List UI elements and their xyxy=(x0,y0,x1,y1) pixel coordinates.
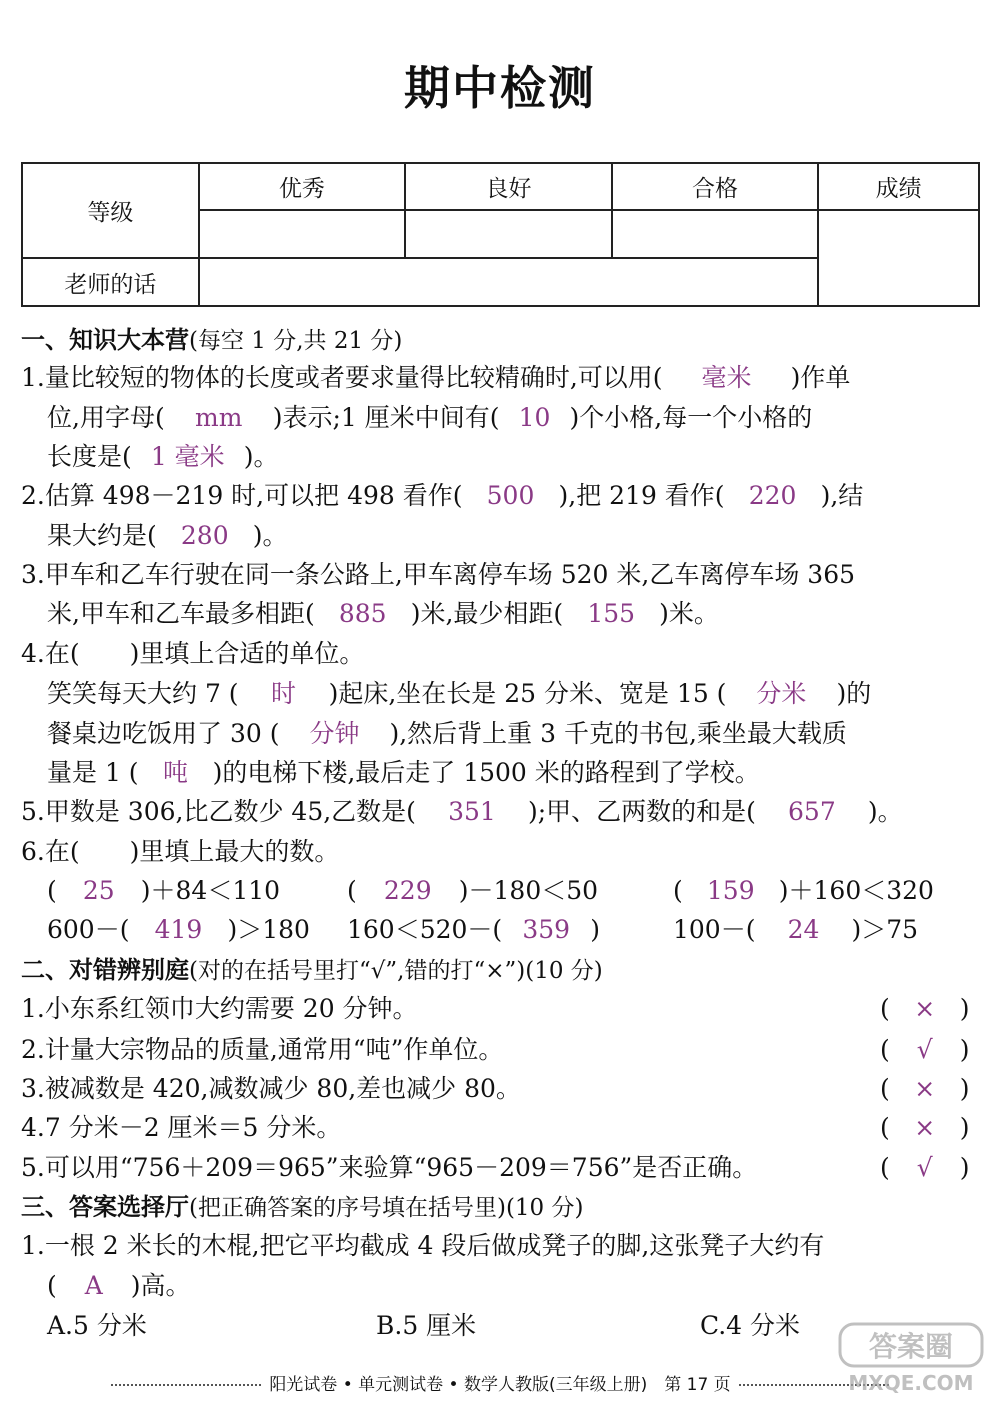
tf-item-text: 2.计量大宗物品的质量,通常用“吨”作单位。 xyxy=(21,1035,504,1064)
score-label: 成绩 xyxy=(818,163,979,210)
answer-blank: 885 xyxy=(338,599,387,628)
q6-row2-item3: 100－( 24 )＞75 xyxy=(673,910,918,950)
q5-line1: 5.甲数是 306,比乙数少 45,乙数是( 351 );甲、乙两数的和是( 657 )。 xyxy=(21,792,903,832)
teacher-comment-cell xyxy=(199,258,819,306)
q4-line1: 4.在( )里填上合适的单位。 xyxy=(21,639,365,668)
q4-line4: 量是 1 ( 吨 )的电梯下楼,最后走了 1500 米的路程到了学校。 xyxy=(47,753,760,793)
answer-blank: 657 xyxy=(788,797,836,826)
choice-option-c: C.4 分米 xyxy=(700,1311,801,1340)
watermark xyxy=(836,1318,986,1398)
answer-blank: mm xyxy=(194,403,243,432)
tf-item-text: 1.小东系红领巾大约需要 20 分钟。 xyxy=(21,994,418,1023)
level-excellent: 优秀 xyxy=(199,163,406,210)
svg-text:答案圈: 答案圈 xyxy=(868,1330,954,1363)
answer-blank: 10 xyxy=(518,403,551,432)
answer-blank: 吨 xyxy=(163,758,189,787)
choice-option-a: A.5 分米 xyxy=(47,1311,147,1340)
section-2-heading: 二、对错辨别庭(对的在括号里打“√”,错的打“×”)(10 分) xyxy=(21,956,603,984)
teacher-label: 老师的话 xyxy=(22,258,199,306)
answer-blank: 280 xyxy=(180,521,229,550)
q2-line2: 果大约是( 280 )。 xyxy=(47,516,288,556)
svg-text:MXQE.COM: MXQE.COM xyxy=(848,1371,974,1395)
section-1-heading: 一、知识大本营(每空 1 分,共 21 分) xyxy=(21,326,403,354)
answer-blank: 220 xyxy=(748,481,797,510)
q6-row2-item1: 600－( 419 )＞180 xyxy=(47,910,310,950)
level-pass: 合格 xyxy=(612,163,819,210)
q6-row1-item3: ( 159 )＋160＜320 xyxy=(673,871,934,911)
answer-blank: 351 xyxy=(448,797,496,826)
tf-item-answer: ( √ ) xyxy=(880,1153,970,1182)
q4-line2: 笑笑每天大约 7 ( 时 )起床,坐在长是 25 分米、宽是 15 ( 分米 )的 xyxy=(47,674,871,714)
q6-row1-item1: ( 25 )＋84＜110 xyxy=(47,871,280,911)
answer-blank: 1 毫米 xyxy=(150,442,225,471)
excellent-cell xyxy=(199,210,406,258)
answer-blank: 24 xyxy=(787,915,820,944)
choice-q1-line2: ( A )高。 xyxy=(47,1266,191,1306)
q3-line1: 3.甲车和乙车行驶在同一条公路上,甲车离停车场 520 米,乙车离停车场 365 xyxy=(21,560,856,589)
q4-line3: 餐桌边吃饭用了 30 ( 分钟 ),然后背上重 3 千克的书包,乘坐最大载质 xyxy=(47,714,847,754)
pass-cell xyxy=(612,210,819,258)
tf-item-text: 5.可以用“756＋209＝965”来验算“965－209＝756”是否正确。 xyxy=(21,1153,758,1182)
page-footer: 阳光试卷 • 单元测试卷 • 数学人教版(三年级上册) 第 17 页 xyxy=(0,1370,1000,1395)
q3-line2: 米,甲车和乙车最多相距( 885 )米,最少相距( 155 )米。 xyxy=(47,594,719,634)
answer-blank: 毫米 xyxy=(701,363,752,392)
q2-line1: 2.估算 498－219 时,可以把 498 看作( 500 ),把 219 看作( 220 ),结 xyxy=(21,476,863,516)
q6-line1: 6.在( )里填上最大的数。 xyxy=(21,837,340,866)
answer-blank: 229 xyxy=(383,876,432,905)
tf-item-answer: ( × ) xyxy=(880,1074,970,1103)
answer-blank: 159 xyxy=(706,876,755,905)
page-title: 期中检测 xyxy=(404,61,596,115)
tf-item-answer: ( × ) xyxy=(880,1113,970,1142)
grade-table xyxy=(21,162,980,307)
answer-blank: 分米 xyxy=(756,679,807,708)
choice-q1-line1: 1.一根 2 米长的木棍,把它平均截成 4 段后做成凳子的脚,这张凳子大约有 xyxy=(21,1231,825,1260)
q1-line3: 长度是( 1 毫米 )。 xyxy=(47,437,279,477)
score-cell xyxy=(818,210,979,306)
section-3-heading: 三、答案选择厅(把正确答案的序号填在括号里)(10 分) xyxy=(21,1193,584,1221)
watermark-logo-icon xyxy=(836,1318,986,1398)
level-good: 良好 xyxy=(405,163,612,210)
tf-item-answer: ( × ) xyxy=(880,994,970,1023)
answer-blank: 359 xyxy=(522,915,571,944)
q6-row1-item2: ( 229 )－180＜50 xyxy=(347,871,598,911)
q1-line2: 位,用字母( mm )表示;1 厘米中间有( 10 )个小格,每一个小格的 xyxy=(47,398,812,438)
tf-item-text: 4.7 分米－2 厘米＝5 分米。 xyxy=(21,1113,342,1142)
answer-blank: 分钟 xyxy=(309,719,360,748)
tf-item-text: 3.被减数是 420,减数减少 80,差也减少 80。 xyxy=(21,1074,521,1103)
answer-blank: 25 xyxy=(82,876,115,905)
q6-row2-item2: 160＜520－( 359 ) xyxy=(347,910,600,950)
good-cell xyxy=(405,210,612,258)
answer-blank: 419 xyxy=(154,915,203,944)
answer-blank: 500 xyxy=(486,481,535,510)
level-label: 等级 xyxy=(22,163,199,258)
tf-item-answer: ( √ ) xyxy=(880,1035,970,1064)
answer-blank: 时 xyxy=(271,679,297,708)
answer-blank: A xyxy=(84,1271,103,1300)
q1-line1: 1.量比较短的物体的长度或者要求量得比较精确时,可以用( 毫米 )作单 xyxy=(21,358,850,398)
answer-blank: 155 xyxy=(587,599,636,628)
choice-option-b: B.5 厘米 xyxy=(376,1311,477,1340)
